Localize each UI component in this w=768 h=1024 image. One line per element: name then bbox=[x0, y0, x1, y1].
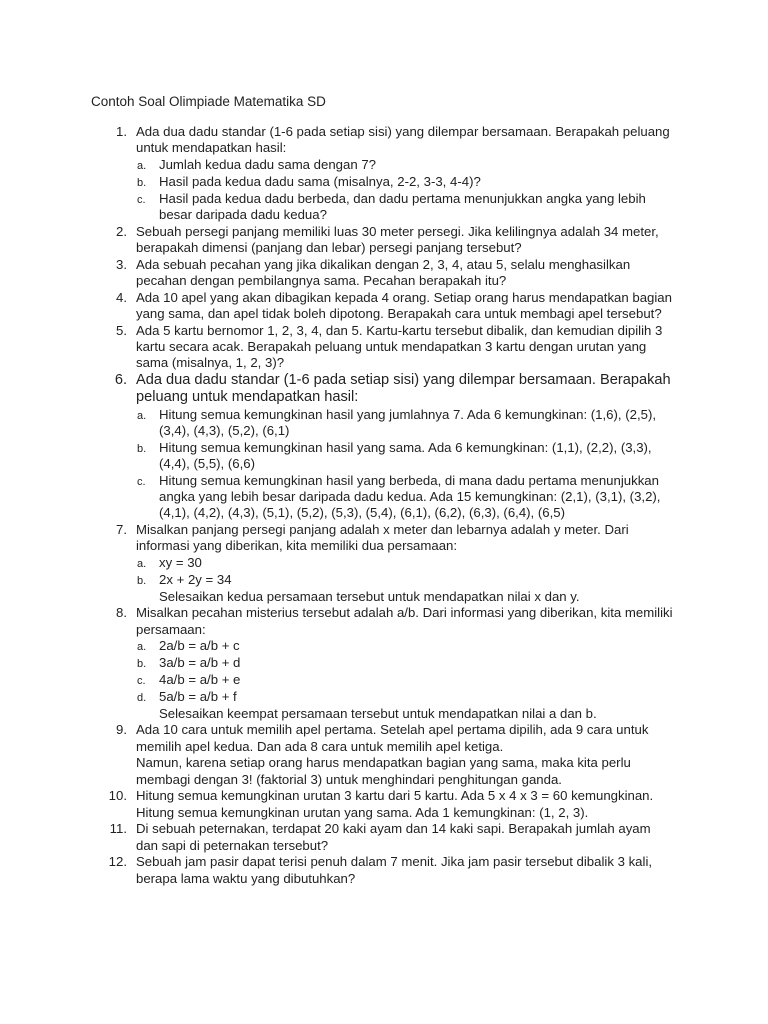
question-number: 8. bbox=[116, 605, 127, 621]
question-number: 3. bbox=[116, 256, 127, 272]
question-text: Sebuah persegi panjang memiliki luas 30 meter persegi. Jika kelilingnya adalah 34 meter, berapakah dimensi (panjang dan lebar) persegi panjang tersebut? bbox=[136, 223, 659, 255]
question-11 bbox=[0, 821, 676, 853]
question-2 bbox=[0, 224, 676, 256]
question-3 bbox=[0, 257, 676, 289]
question-8-sub-d bbox=[0, 689, 676, 705]
document-title: Contoh Soal Olimpiade Matematika SD bbox=[91, 94, 326, 109]
question-text: Ada 10 cara untuk memilih apel pertama. Setelah apel pertama dipilih, ada 9 cara untuk memilih apel kedua. Dan ada 8 cara untuk memilih apel ketiga. bbox=[136, 722, 649, 754]
question-number: 4. bbox=[116, 289, 127, 305]
question-text: Misalkan panjang persegi panjang adalah x meter dan lebarnya adalah y meter. Dari informasi yang diberikan, kita memiliki dua persamaan: bbox=[136, 522, 629, 554]
question-number: 11. bbox=[109, 821, 127, 837]
sub-letter: c. bbox=[137, 475, 146, 488]
question-text: Ada dua dadu standar (1-6 pada setiap sisi) yang dilempar bersamaan. Berapakah peluang untuk mendapatkan hasil: bbox=[136, 124, 670, 156]
sub-text: Jumlah kedua dadu sama dengan 7? bbox=[159, 157, 377, 172]
question-6 bbox=[0, 372, 676, 406]
question-9-followup: Namun, karena setiap orang harus mendapatkan bagian yang sama, maka kita perlu membagi dengan 3! (faktorial 3) untuk menghindari penghitungan ganda. bbox=[136, 755, 631, 787]
sub-text: 2a/b = a/b + c bbox=[159, 638, 240, 654]
sub-letter: c. bbox=[137, 193, 146, 206]
question-7-followup: Selesaikan kedua persamaan tersebut untuk mendapatkan nilai x dan y. bbox=[159, 588, 580, 604]
question-text: Hitung semua kemungkinan urutan 3 kartu dari 5 kartu. Ada 5 x 4 x 3 = 60 kemungkinan. Hitung semua kemungkinan urutan yang sama. Ada 1 kemungkinan: (1, 2, 3). bbox=[136, 788, 654, 820]
sub-letter: b. bbox=[137, 574, 147, 587]
question-10 bbox=[0, 788, 676, 820]
sub-letter: b. bbox=[137, 442, 147, 455]
sub-text: Hasil pada kedua dadu berbeda, dan dadu pertama menunjukkan angka yang lebih besar daripada dadu kedua? bbox=[159, 190, 646, 222]
question-6-sub-a bbox=[0, 407, 676, 439]
sub-letter: d. bbox=[137, 691, 147, 704]
question-number: 6. bbox=[114, 371, 127, 388]
question-4 bbox=[0, 290, 676, 322]
question-8 bbox=[0, 605, 676, 637]
sub-text: Hitung semua kemungkinan hasil yang berbeda, di mana dadu pertama menunjukkan angka yang lebih besar daripada dadu kedua. Ada 15 kemungkinan: (2,1), (3,1), (3,2), (4,1), (4,2), (4,3), (5,1), (5,2), (5,3), (5,4), (6,1), (6,2), (6,3), (6,4), (6,5) bbox=[159, 472, 661, 521]
sub-letter: a. bbox=[137, 641, 147, 654]
question-number: 1. bbox=[116, 124, 127, 139]
sub-text: 3a/b = a/b + d bbox=[159, 655, 241, 671]
question-list bbox=[0, 124, 768, 887]
sub-letter: a. bbox=[137, 160, 147, 172]
question-number: 10. bbox=[108, 788, 127, 804]
question-7-sub-b bbox=[0, 572, 676, 588]
question-6-sub-b bbox=[0, 440, 676, 472]
sub-letter: c. bbox=[137, 674, 146, 687]
question-text: Di sebuah peternakan, terdapat 20 kaki ayam dan 14 kaki sapi. Berapakah jumlah ayam dan sapi di peternakan tersebut? bbox=[136, 821, 651, 853]
question-text: Misalkan pecahan misterius tersebut adalah a/b. Dari informasi yang diberikan, kita memiliki persamaan: bbox=[136, 605, 673, 637]
sub-text: 4a/b = a/b + e bbox=[159, 671, 241, 687]
question-text: Ada dua dadu standar (1-6 pada setiap sisi) yang dilempar bersamaan. Berapakah peluang untuk mendapatkan hasil: bbox=[136, 371, 671, 405]
question-number: 5. bbox=[116, 322, 127, 338]
question-number: 7. bbox=[116, 522, 127, 537]
question-5 bbox=[0, 323, 676, 372]
question-9 bbox=[0, 722, 676, 754]
question-number: 2. bbox=[116, 223, 127, 239]
question-8-sub-b bbox=[0, 655, 676, 671]
question-8-sub-a bbox=[0, 638, 676, 654]
sub-text: 5a/b = a/b + f bbox=[159, 688, 237, 704]
question-7 bbox=[0, 522, 676, 554]
question-1-sub-c bbox=[0, 191, 676, 223]
sub-letter: a. bbox=[137, 409, 147, 422]
question-7-sub-a bbox=[0, 555, 676, 571]
sub-letter: b. bbox=[137, 176, 147, 189]
sub-text: Hasil pada kedua dadu sama (misalnya, 2-2, 3-3, 4-4)? bbox=[159, 173, 481, 189]
question-text: Ada sebuah pecahan yang jika dikalikan dengan 2, 3, 4, atau 5, selalu menghasilkan pecahan dengan pembilangnya sama. Pecahan berapakah itu? bbox=[136, 256, 631, 288]
question-number: 9. bbox=[116, 722, 127, 738]
sub-text: Hitung semua kemungkinan hasil yang sama. Ada 6 kemungkinan: (1,1), (2,2), (3,3), (4,4), (5,5), (6,6) bbox=[159, 439, 652, 471]
question-1-sub-b bbox=[0, 174, 676, 190]
question-number: 12. bbox=[108, 854, 127, 870]
question-8-followup: Selesaikan keempat persamaan tersebut untuk mendapatkan nilai a dan b. bbox=[159, 705, 597, 721]
question-1 bbox=[0, 124, 676, 156]
question-8-sub-c bbox=[0, 672, 676, 688]
question-text: Sebuah jam pasir dapat terisi penuh dalam 7 menit. Jika jam pasir tersebut dibalik 3 kali, berapa lama waktu yang dibutuhkan? bbox=[136, 854, 653, 886]
sub-letter: b. bbox=[137, 658, 147, 671]
question-text: Ada 5 kartu bernomor 1, 2, 3, 4, dan 5. Kartu-kartu tersebut dibalik, dan kemudian dipilih 3 kartu secara acak. Berapakah peluang untuk mendapatkan 3 kartu dengan urutan yang sama (misalnya, 1, 2, 3)? bbox=[136, 322, 663, 370]
sub-text: xy = 30 bbox=[159, 555, 202, 570]
question-12 bbox=[0, 854, 676, 886]
sub-letter: a. bbox=[137, 558, 147, 570]
sub-text: Hitung semua kemungkinan hasil yang jumlahnya 7. Ada 6 kemungkinan: (1,6), (2,5), (3,4), (4,3), (5,2), (6,1) bbox=[159, 406, 657, 438]
question-1-sub-a bbox=[0, 157, 676, 173]
question-6-sub-c bbox=[0, 473, 676, 522]
sub-text: 2x + 2y = 34 bbox=[159, 571, 232, 587]
question-text: Ada 10 apel yang akan dibagikan kepada 4 orang. Setiap orang harus mendapatkan bagian yang sama, dan apel tidak boleh dipotong. Berapakah cara untuk membagi apel tersebut? bbox=[136, 289, 672, 321]
